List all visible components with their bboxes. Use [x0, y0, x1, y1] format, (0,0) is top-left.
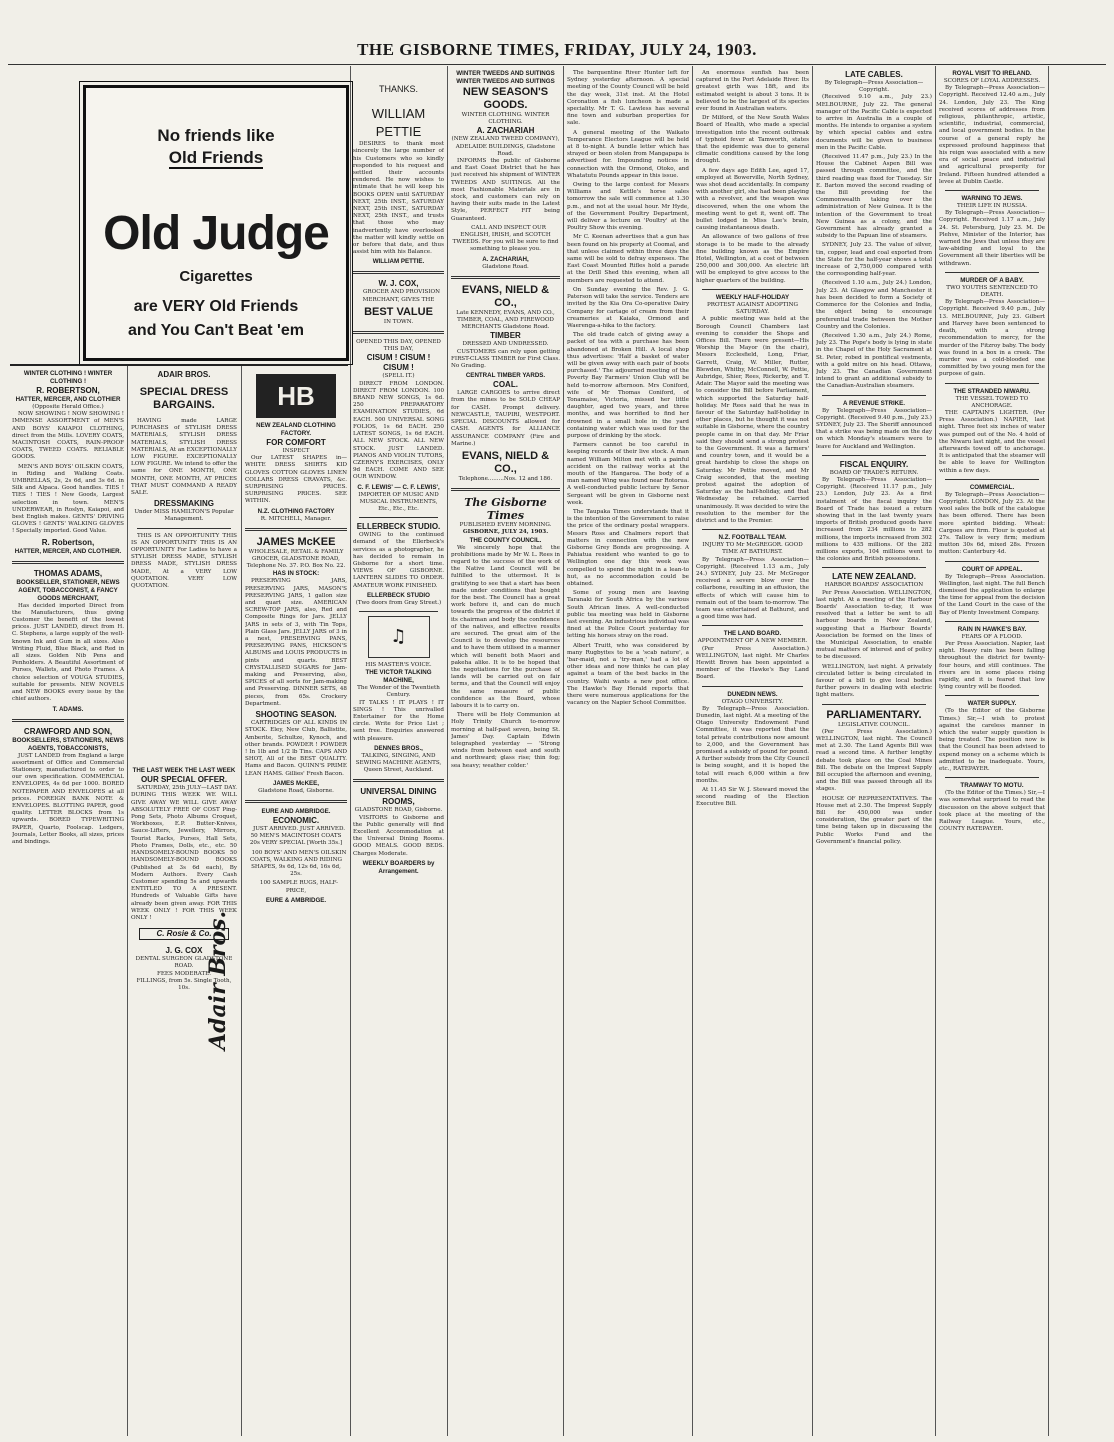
ad-brand: Old Judge [103, 207, 329, 260]
masthead-rule [8, 64, 1106, 65]
script-space [131, 592, 237, 767]
article-body: (To the Editor of the Times.) Sir,—I was somewhat surprised to read the discussion on the above subject that took place at the meeting of the Railway League. Yours, etc., COUNTY RATEPAYER. [939, 790, 1045, 833]
divider [451, 488, 560, 491]
column-rule [812, 66, 813, 1436]
column-rule [1048, 66, 1049, 1436]
advertiser-name: R. ROBERTSON, [36, 386, 100, 395]
news-paragraph: A general meeting of the Waikato Temperance Electors League will be held at 8 to-night. A bundle letter which has strayed or been stolen from Mangapapa is advertised for. Impounding notices in connection with the Ormond, Otoko, and Whatatutu Pounds appear in this issue. [567, 129, 689, 179]
published: PUBLISHED EVERY MORNING. [459, 522, 552, 529]
article-body: (To the Editor of the Gisborne Times.) Sir,—I wish to protest against the careless manner in which the water supply question is being treated. The position now is that the Council has been advised to expend money on a scheme which is admitted to be inadequate. Yours, etc., RATEPAYER. [939, 708, 1045, 773]
news-paragraph: An enormous sunfish has been captured in the Port Adelaide River. Its greatest girth was 18ft, and its estimated weight is about 3 tons. It is believed to be the largest of its species ever found in Australian waters. [696, 70, 809, 113]
telephone: Telephone.........Nos. 12 and 186. [458, 475, 553, 482]
ad-body: OWING to the continued demand of the Ellerbeck's services as a photographer, he has decided to remain in Gisborne for a short time. VIEWS OF GISBORNE. LANTERN SLIDES TO ORDER. AMATEUR WORK FINISHED. [353, 532, 444, 589]
dateline: GISBORNE, JULY 24, 1903. [462, 529, 549, 536]
subheading: HAS IN STOCK: [272, 570, 320, 578]
article-headline: LATE NEW ZEALAND. [832, 572, 916, 582]
article-headline: MURDER OF A BABY. [960, 276, 1024, 284]
news-paragraph: The old trade catch of giving away a packet of tea with a purchase has been abandoned at Broken Hill. A local shop thus advertises: 'Half a basket of water will be given away with each pair of boots purchased.' The adjourned meeting of the Poverty Bay Farmers' Union Club will be held to-morrow afternoon. Mrs Coniford, wife of Mr Thomas Coniford, of Tonamaise, Victoria, missed her little daughter, aged two years, and three months, and was horrified to find her drowned in a small hole in the yard containing water which was used for the purpose of drinking by the stock. [567, 332, 689, 439]
news-paragraph: The Taupaka Times understands that it is the intention of the Government to raise the price of the ordinary postal wrappers. Messrs Ross and Chalmers report that matters in connection with the new Gisborne Grey Bonds are progressing. A Pahiatua resident who wanted to go to Wellington one day this week was compelled to spend the night in a lean-to hut, as no accommodation could be obtained. [567, 508, 689, 588]
editorial-body: We sincerely hope that the prohibitions made by Mr W. L. Rees in regard to the success of the work of the Native Land Council will be fulfilled to the uttermost. It is gratifying to see that a start has been made under conditions that bought for the best. The Council has a great work before it, and can do much towards the progress of the district if its chairman and body the confidence of the natives, and effective results are secured. The great aim of the Council is to develop the resources and to have them utilised in a manner which will benefit both Maori and pakeha alike. It is to be hoped that the negotiations for the purchase of lands will be carried out on fair terms, and that the Council will enjoy the same measure of public confidence as the Board, whose labours it is to carry on. [451, 544, 560, 709]
divider [245, 800, 347, 803]
divider [945, 190, 1039, 191]
factory: N.Z. CLOTHING FACTORY [257, 507, 335, 515]
advertiser-name: C. F. LEWIS' — C. F. LEWIS', [357, 483, 440, 491]
signature: T. ADAMS. [52, 705, 84, 713]
advertiser-name: ELLERBECK STUDIO. [356, 522, 441, 532]
ad-line-3: are VERY Old Friends [133, 298, 299, 315]
article-body: By Telegraph—Press Association. Dunedin, last night. At a meeting of the Otago University Endowment Fund Committee, it was reported that the total private contributions now amount to 2,000, and the Government has promised a subsidy of pound for pound. A further subsidy from the City Council is being sought, and it is hoped the total will reach 6,000 within a few months. [696, 705, 809, 784]
divider [945, 777, 1039, 778]
divider [702, 625, 803, 626]
divider [359, 517, 438, 518]
article-headline: TRAMWAY TO MOTU. [960, 782, 1024, 790]
news-paragraph: Albert Truitt, who was considered by many Rugbyites to be a 'scab nature', a 'bar-maid, not a 'try-man,' had a lot of other ideas and now thinks he can play against a team of the best backs in the country. Waihi wants a new post office. The Hawke's Bay Herald reports that there were numerous applications for the vacancy on the Napier School Committee. [567, 642, 689, 707]
article-subhead: By Telegraph—Press Association—Copyright. [824, 80, 924, 94]
phone: Telephone No. 37. P.O. Box No. 22. [246, 563, 346, 570]
article-headline: COURT OF APPEAL. [961, 565, 1023, 573]
ad-body: DENTAL SURGEON GLADSTONE ROAD. [135, 956, 233, 970]
article-body: SYDNEY, July 23. The value of silver, tin, copper, lead and coal exported from the State for the half-year shows a total increase of 2,750,000 compared with the corresponding half-year. [816, 242, 932, 278]
column-rule [447, 66, 448, 1436]
ad-line-1: No friends like [157, 126, 275, 145]
address: (Two doors from Gray Street.) [355, 599, 442, 606]
divider [137, 528, 231, 529]
article-body: By Telegraph—Press Association—Copyright. Received 12.40 a.m., July 24. London, July 23. The King received scores of addresses from religious, philanthropic, artistic, scientific, industrial, commercial, and local government bodies. In the course of a general reply he expressed profound happiness that his reign was associated with a new era of social peace and industrial and agricultural prosperity for Ireland. Fifteen hundred attended a levee at Dublin Castle. [939, 85, 1045, 185]
ad-body: 100 SAMPLE RUGS, HALF-PRICE, [259, 880, 339, 894]
article-body: At 11.45 Sir W. J. Steward moved the second reading of the Election Executive Bill. [696, 787, 809, 808]
headline: WINTER TWEEDS AND SUITINGS WINTER TWEEDS AND SUITINGS [456, 70, 555, 85]
ad-body: GROCER AND PROVISION MERCHANT, GIVES THE [362, 289, 441, 303]
subheading: IMPORTER OF MUSIC AND MUSICAL INSTRUMENTS, Etc., Etc., Etc. [358, 491, 439, 512]
divider [945, 695, 1039, 696]
article-body: A public meeting was held at the Borough Council Chambers last evening to consider the Shops and Offices Bill. There were present—His Worship the Mayor (in the chair), Messrs Ecclesfield, Long, Friar, Garrett, Craig, W. Miller, Rutter, Blewden, Whitby, McConnell, W. Pettie, Aubridge, Shier, Rees, Rickerby, and T. Adair. The Mayor said the meeting was to consider the Bill before Parliament, which supported the Saturday half-holiday. Mr Rees said that he was in favour of the Saturday half-holiday in other places, but he thought it was not suitable in Gisborne, where the country people came in on that day. Mr Friar said they should send a strong protest to the Government. It was a farmers' and country town, and it would be a great hardship to close the shops on Saturday. Mr Pettie moved, and Mr Craig seconded, that the meeting protest against the adoption of Saturday as the half-holiday, and that Wednesday be retained. Carried unanimously. It was decided to wire the resolution to the member for the district and to the Premier. [696, 316, 809, 524]
column-royal-visit [939, 70, 1045, 1436]
opened: OPENED THIS DAY, OPENED THIS DAY, [356, 339, 441, 353]
signature: ELLERBECK STUDIO [367, 591, 430, 599]
article-headline: A REVENUE STRIKE. [843, 399, 905, 407]
article-subhead: FEARS OF A FLOOD. [961, 633, 1023, 640]
divider [945, 272, 1039, 273]
article-body: (Per Press Association.) WELLINGTON, last night. The Council met at 2.30. The Land Agents Bill was read a second time. A further lengthy debate took place on the Coal Mines Bill. The debate on the Imprest Supply Bill occupied the afternoon and evening, and the Bill was passed through all its stages. [816, 728, 932, 793]
dressmaking-heading: DRESSMAKING [153, 499, 214, 509]
advertiser-name: J. G. COX [165, 946, 203, 956]
article-subhead: THE VESSEL TOWED TO ANCHORAGE. [955, 395, 1029, 409]
signature: WILLIAM PETTIE. [372, 258, 425, 266]
ad-body: CUSTOMERS can rely upon getting FIRST-CLASS TIMBER for First Class. No Grading. [451, 348, 560, 370]
article-headline: RAIN IN HAWKE'S BAY. [957, 625, 1027, 633]
headline: NEW ZEALAND CLOTHING FACTORY. [256, 422, 336, 437]
signature: JAMES McKEE, [272, 779, 320, 787]
ad-body: 100 BOYS' AND MEN'S OILSKIN COATS, WALKING AND RIDING SHAPES, 9s 6d, 12s 6d, 16s 6d, 25s. [250, 849, 347, 878]
article-body: By Telegraph—Press Association. Wellington, last night. The full Bench dismissed the application to enlarge the time for appeal from the decision of the Land Court in the case of the Bay of Plenty Investment Company. [939, 573, 1045, 616]
subheading: WHOLESALE, RETAIL & FAMILY GROCER, GLADSTONE ROAD, [248, 548, 344, 563]
manager: R. MITCHELL, Manager. [260, 515, 332, 522]
divider [353, 331, 444, 334]
divider [945, 479, 1039, 480]
ad-body: DESIRES to thank most sincerely the large number of his Customers who so kindly responded to his request and settled their accounts rendered. He now wishes to intimate that he will keep his BOOKS OPEN until SATURDAY NEXT, 25th INST., SATURDAY NEXT, 25th INST., SATURDAY NEXT, 25th INST., and trusts that those who may inadvertently have overlooked the matter will kindly settle on or before that date, and thus assist him with his Balance. [353, 141, 444, 256]
article-subhead: PROTEST AGAINST ADOPTING SATURDAY. [707, 301, 798, 316]
article-body: By Telegraph—Press Association—Copyright. LONDON, July 23. At the wool sales the bulk of the catalogue has been offered. There has been more spirited bidding. Wheat: Cargoes are firm. Flour is quoted at 27s. Tallow is very firm; medium mutton 30s 6d, mixed 28s. Frozen mutton: Canterbury 4d. [939, 491, 1045, 556]
divider [451, 276, 560, 279]
thanks-heading: THANKS. [378, 84, 418, 94]
divider [822, 704, 926, 705]
news-paragraph: An allowance of two gallons of free storage is to be made to the already fine building known as the Empire Hotel, Wellington, at a cost of between 250,000 and 300,000. An electric lift will be employed to give access to the higher quarters of the building. [696, 234, 809, 284]
divider [822, 567, 926, 568]
subheading: DRESSED AND UNDRESSED. [462, 341, 549, 348]
spell-it: (SPELL IT.) [382, 373, 415, 380]
ad-body: HAVING made LARGE PURCHASES of STYLISH DRESS MATERIALS, STYLISH DRESS MATERIALS, STYLISH DRESS MATERIALS, At an EXCEPTIONALLY LOW FIGURE. EXCEPTIONALLY LOW FIGURE. We intend to offer the same for ONE MONTH, ONE MONTH, ONE MONTH, AT PRICES THAT MUST COMMAND A READY SALE. [131, 418, 237, 497]
article-subhead: OTAGO UNIVERSITY. [721, 698, 784, 705]
column-pettie [353, 70, 444, 1436]
best-value: BEST VALUE [364, 305, 433, 318]
ad-body: CARTRIDGES OF ALL KINDS IN STOCK. Eley, New Club, Ballistite, Amberite, Schultze, Kynoch, and other brands. POWDER ! POWDER ! In 1lb and 1/2 lb Tins. CAPS AND SHOT, All of the BEST QUALITY. Hams and Bacon. QUINN'S PRIME LEAN HAMS. Gillies' Fresh Bacon. [245, 720, 347, 777]
article-body: By Telegraph—Press Association—Copyright. Received 9.40 p.m., July 13. MELBOURNE, July 23. Gilbert and Harvey have been sentenced to death, with a strong recommendation to mercy, for the murder of the Fitzroy baby. The body was found in a box in a creek. The murder was a cold-blooded one committed by two young men for the purpose of gain. [939, 299, 1045, 378]
ad-body: Has decided imported Direct from the Manufacturers, thus giving Customer the benefit of the lowest prices. JUST LANDED, direct from H. C. Stephens, a large supply of the well-known Ink and Gum in all sizes. Also Writing Fluid, Blue Black, and Red in all sizes. Golden Nib Pens and Penholders. A Beautiful Assortment of Purses, Wallets, and Photo Frames. A choice selection of VOUGA STUDIES, suitable for presents. NEW NOVELS and NEW BOOKS every issue by the chief authors. [12, 602, 124, 703]
ad-body: NOW SHOWING ! NOW SHOWING ! IMMENSE ASSORTMENT of MEN'S AND BOYS' KAIAPOI CLOTHING, direct from the Mills. LOVERY COATS, MACINTOSH COATS, RAIN-PROOF COATS, TWEED COATS. RELIABLE GOODS. [12, 411, 124, 461]
article-headline: N.Z. FOOTBALL TEAM. [718, 534, 787, 542]
subheading: GLADSTONE ROAD, Gisborne. [354, 807, 443, 814]
in-town: IN TOWN. [383, 318, 414, 325]
yards: CENTRAL TIMBER YARDS. [465, 372, 546, 380]
weekly-boarders: WEEKLY BOARDERS by Arrangement. [362, 859, 435, 875]
divider [702, 686, 803, 687]
advertiser-name: WILLIAM PETTIE [371, 106, 426, 140]
article-headline: THE LAND BOARD. [723, 630, 782, 638]
article-subhead: SCORES OF LOYAL ADDRESSES. [943, 78, 1041, 84]
news-paragraph: A few days ago Edith Lee, aged 17, employed at Bowerville, North Sydney, was shot dead accidentally. In company with another girl, she had been playing with a revolver, and the weapon was discovered, when the one whom the meeting went to get it, went off. The bullet lodged in Miss Lee's brain, causing instantaneous death. [696, 167, 809, 232]
subheading: Late KENNEDY, EVANS, AND CO., TIMBER, COAL, AND FIREWOOD MERCHANTS Gladstone Road. [456, 309, 555, 331]
divider [12, 719, 124, 722]
news-paragraph: Mr C. Keenan advertises that a gun has been found on his property at Coomal, and that unless claimed within three days the same will be sold to defray expenses. The East Coast Mounted Rifles hold a parade at the Drill Shed this evening, when all members are requested to attend. [567, 234, 689, 284]
article-body: THE CAPTAIN'S LIGHTER. (Per Press Association.) NAPIER, last night. Three feet six inches of water was pumped out of the No. 4 hold of the Niwaru last night, and the vessel afterwards towed off to anchorage. It is anticipated that the steamer will be able to leave for Wellington within a few days. [939, 409, 1045, 474]
advertiser-name: EURE AND AMBRIDGE. [261, 807, 331, 815]
article-body: (Received 1.10 a.m., July 24.) London, July 23. At Glasgow and Manchester it has been decided to form a Society of Commerce for the Colonies and India, the object being to encourage preferential trade between the Mother Country and the Colonies. [816, 280, 932, 330]
signature: A. ZACHARIAH, [482, 255, 529, 263]
ad-body: VISITORS to Gisborne and the Public generally will find Excellent Accommodation at the Universal Dining Rooms. GOOD MEALS. GOOD BEDS. Charges Moderate. [353, 814, 444, 857]
news-paragraph: Owing to the large contest for Messrs Williams and Kettle's horse sales tomorrow the sale will commence at 1.30 p.m., and not at the usual hour. Mr Hyde, of the Government Poultry Department, will deliver a lecture on 'Poultry' at the Poultry Show this evening. [567, 182, 689, 232]
divider [822, 455, 926, 456]
advertiser-name: A. ZACHARIAH [476, 126, 535, 136]
column-local-news [567, 70, 689, 1436]
advertiser-name: R. Robertson, [41, 537, 95, 547]
ad-divider [10, 364, 348, 366]
column-hb-mckee [245, 370, 347, 1436]
adair-script-signature: Adair Bros. [205, 910, 231, 1050]
rosie-logo: C. Rosie & Co. [139, 928, 229, 940]
column-zachariah [451, 70, 560, 1436]
article-body: WELLINGTON, last night. A privately circulated letter is being circulated in favour of a bill to give local bodies further powers in dealing with electric light matters. [816, 663, 932, 699]
column-rule [350, 66, 351, 1436]
column-rule [127, 366, 128, 1436]
subheading: The Wonder of the Twentieth Century. [357, 685, 440, 699]
special-offer-heading: OUR SPECIAL OFFER. [140, 775, 228, 785]
ad-body: IT TALKS ! IT PLAYS ! IT SINGS ! This unrivalled Entertainer for the Home circle. Write for Price List ; sent free. Enquiries answered with pleasure. [353, 699, 444, 742]
article-headline: COMMERCIAL. [969, 483, 1015, 491]
advertiser-name: CRAWFORD AND SON, [23, 726, 113, 736]
ad-body: PRESERVING JARS, PRESERVING JARS, MASON'S PRESERVING JARS, 1 gallon size and quart size. AMERICAN SCREW-TOP JARS, also, Red and Composite Rings for Jars. JELLY JARS in sets of 3, with Tin Tops, Plain Glass Jars. JELLY JARS of 3 in a nest, PRESERVING PANS, PRESERVING PANS, HICKSON'S ALBUMS and LOUIS PRODUCTS in pints and quarts. BEST CRYSTALLISED SUGARS for Jam-making and Preserving, also, SPICES of all sorts for Jam-making and Preserving. DINNER SETS, 48 pieces, from 65s. Crockery Department. [245, 578, 347, 707]
subheading: BOOKSELLER, STATIONER, NEWS AGENT, TOBACCONIST, & FANCY GOODS MERCHANT, [16, 578, 120, 602]
article-body: (Received 11.47 p.m., July 23.) In the House the Cabinet Aspen Bill was passed through committee, and the third reading was fixed for Tuesday. Sir E. Barton moved the second reading of the Bill providing for the Commonwealth taking over the administration of New Guinea. It is the intention of the Government to treat New Guinea as a colony, and the Government has already granted a subsidy to the Papuan line of steamers. [816, 154, 932, 240]
advertiser-name: THOMAS ADAMS, [33, 568, 103, 578]
column-cables [816, 70, 932, 1436]
article-body: Per Press Association. WELLINGTON, last night. At a meeting of the Harbour Boards' Association to-day, it was resolved that a letter be sent to all harbour boards in New Zealand, suggesting that a Harbour Boards' Association be formed on the lines of the Municipal Association, to enable mutual matters of interest and of policy to be discussed. [816, 589, 932, 661]
article-body: (Received 1.30 a.m., July 24.) Rome, July 23. The Pope's body is lying in state in the Chapel of the Holy Sacrament at St. Peter, robed in pontifical vestments, with a gold mitre on his head. Ottawa, July 23. The Canadian Government intend to grant an additional subsidy to the Canadian-Australian steamers. [816, 332, 932, 390]
ad-product: Cigarettes [179, 268, 253, 285]
subheading: THE COUNTY COUNCIL. [469, 536, 542, 544]
advertiser-name: ADAIR BROS. [157, 370, 211, 379]
masthead: THE GISBORNE TIMES, FRIDAY, JULY 24, 1903. [357, 40, 757, 59]
ad-line-2: Old Friends [168, 148, 264, 167]
column-news-2 [696, 70, 809, 1436]
subheading: TALKING, SINGING, AND SEWING MACHINE AGENTS, Queen Street, Auckland. [355, 752, 442, 774]
column-rule [563, 66, 564, 1436]
divider [702, 289, 803, 290]
ad-body: Our LATEST SHAPES in— WHITE DRESS SHIRTS KID GLOVES COTTON GLOVES LINEN COLLARS DRESS CRAVATS, &c. SURPRISING PRICES. SURPRISING PRICES. SEE WITHIN. [245, 455, 347, 505]
editorial-body: There will be Holy Communion at Holy Trinity Church to-morrow morning at half-past seven, being St. James' Day. Captain Edwin telegraphed yesterday — 'Strong winds from between east and south and northward; glass rise; thin fog; sea heavy; weather colder.' [451, 712, 560, 769]
news-paragraph: Some of young men are leaving Taranaki for South Africa by the various South African lines. A well-conducted public tea meeting was held in Gisborne last evening. An industrious individual was fined at the Police Court yesterday for letting his horses stray on the road. [567, 590, 689, 640]
hb-logo: HB [256, 374, 336, 418]
article-body: HOUSE OF REPRESENTATIVES. The House met at 2.30. The Imprest Supply Bill for 450,000 was under consideration, the greater part of the time being taken up in discussing the Public Works Fund and the Government's financial policy. [816, 795, 932, 845]
fees: FEES MODERATE. [156, 970, 212, 977]
article-headline: THE STRANDED NIWARU. [953, 387, 1031, 395]
headline: WINTER CLOTHING ! WINTER CLOTHING ! [23, 370, 113, 385]
inspect: INSPECT [282, 448, 310, 454]
cisum-heading: CISUM ! CISUM ! CISUM ! [366, 353, 431, 373]
gramophone-icon: ♫ [368, 616, 430, 658]
article-body: By Telegraph—Press Association—Copyright. (Received 9.40 p.m., July 23.) SYDNEY, July 23. The Sheriff announced that a strike was being made on the day on which Monday's steamers were to leave for Auckland and Wellington. [816, 407, 932, 450]
address: Gladstone Road. [482, 263, 529, 270]
article-subhead: LEGISLATIVE COUNCIL. [837, 721, 911, 728]
article-subhead: INJURY TO Mr McGREGOR. GOOD TIME AT BATHURST. [702, 542, 803, 556]
address: (Opposite Herald Office.) [32, 404, 104, 410]
column-rule [241, 366, 242, 1436]
article-subhead: HARBOR BOARDS' ASSOCIATION [824, 582, 924, 589]
subheading: ECONOMIC. [272, 815, 320, 825]
article-headline: LATE CABLES. [845, 70, 903, 79]
winter-clothing: WINTER CLOTHING. WINTER CLOTHING. [461, 112, 550, 126]
address: Gladstone Road, Gisborne. [258, 787, 334, 794]
victor-heading: THE VICTOR TALKING MACHINE, [365, 669, 432, 685]
special-heading: SPECIAL DRESS BARGAINS. [139, 386, 229, 411]
article-body: Per Press Association. Napier, last night. Heavy rain has been falling throughout the district for twenty-four hours, and still continues. The rivers are in some places rising rapidly, and it is feared that low lying country will be flooded. [939, 641, 1045, 691]
article-headline: DUNEDIN NEWS. [727, 690, 778, 698]
signature: EURE & AMBRIDGE. [265, 896, 327, 904]
advertiser-name: JAMES McKEE [256, 535, 336, 548]
divider [359, 611, 438, 612]
divider [353, 779, 444, 782]
ad-body: SATURDAY, 25th JULY—LAST DAY. DURING THIS WEEK WE WILL GIVE AWAY WE WILL GIVE AWAY ABSOLUTELY FREE OF COST Ping-Pong Sets, Photo Albums Croquet, Workboxes, E.P. Butter-Knives, Sauce-Lifters, Jewellery, Mirrors, Tourist Racks, Purses, Hall Sets, Photo Frames, Dolls, etc., etc. 50 HANDSOMELY-BOUND BOOKS 50 HANDSOMELY-BOUND BOOKS (Published at 3s 6d each), By Modern Authors. Every Cash Customer spending 5s and upwards ENTITLED TO A PRESENT. Hundreds of Valuable Gifts have already been given away. FOR THIS WEEK ONLY ! FOR THIS WEEK ONLY ! [131, 785, 237, 921]
subheading: (NEW ZEALAND TWEED COMPANY), ADELAIDE BUILDINGS, Gladstone Road. [451, 136, 560, 157]
divider [945, 383, 1039, 384]
news-paragraph: The barquentine River Hunter left for Sydney yesterday afternoon. A special meeting of the County Council will be held the day week, 31st inst. At the Hotel Coronation a fish luncheon is made a speciality. Mr T. G. Lawless has several fine town and suburban properties for sale. [567, 70, 689, 127]
ad-body: THIS IS AN OPPORTUNITY THIS IS AN OPPORTUNITY THIS IS AN OPPORTUNITY For Ladies to have a STYLISH DRESS MADE, STYLISH DRESS MADE, STYLISH DRESS MADE, At a VERY LOW QUOTATION. VERY LOW QUOTATION. [131, 532, 237, 590]
article-body: (Per Press Association.) WELLINGTON, last night. Mr Charles Hewitt Brown has been appointed a member of the Hawke's Bay Land Board. [696, 645, 809, 681]
ad-body: LARGE CARGOES to arrive direct from the mines to be SOLD CHEAP for CASH. Prompt delivery. NEWCASTLE, TAUPIRI, WESTPORT. SPECIAL DISCOUNTS allowed for CASH. AGENTS for ALLIANCE ASSURANCE COMPANY (Fire and Marine.) [451, 390, 560, 447]
ad-body: JUST ARRIVED. JUST ARRIVED. 50 MEN'S MACINTOSH COATS 20s VERY SPECIAL [Worth 35s.] [249, 825, 346, 847]
ad-body: CALL AND INSPECT OUR ENGLISH, IRISH, and SCOTCH TWEEDS. For you will be sure to find something to please you. [452, 224, 559, 253]
advertiser-name: W. J. COX, [378, 279, 419, 289]
divider [822, 395, 926, 396]
article-headline: ROYAL VISIT TO IRELAND. [952, 70, 1032, 77]
article-headline: WATER SUPPLY. [967, 700, 1017, 708]
article-headline: FISCAL ENQUIRY. [839, 459, 909, 469]
news-paragraph: Dr Milford, of the New South Wales Board of Health, who made a special investigation into the recent outbreak of typhoid fever at Tamworth, states that the epidemic was due to general climatic conditions caused by the long drought. [696, 115, 809, 165]
column-robertson [12, 370, 124, 1436]
advertiser-name: EVANS, NIELD & CO., [461, 283, 550, 309]
divider [945, 621, 1039, 622]
timber-heading: TIMBER [490, 331, 521, 341]
article-headline: WARNING TO JEWS. [961, 195, 1023, 203]
ad-body: MEN'S AND BOYS' OILSKIN COATS, in Riding and Walking Coats. UMBRELLAS, 2s, 2s 6d, and 3s 6d. in Silk and Alpaca. Good handles. TIES ! TIES ! TIES ! New Goods, Largest selection in town. MEN'S UNDERWEAR, in Roslyn, Kaiapoi, and best English makes. GENTS' DRIVING GLOVES ! GENTS' WALKING GLOVES ! Specially imported. Good Value. [12, 463, 124, 535]
divider [12, 561, 124, 564]
article-subhead: APPOINTMENT OF A NEW MEMBER. [697, 638, 808, 645]
article-body: By Telegraph—Press Association—Copyright. Received 1.17 a.m., July 24. St. Petersburg, July 23. M. De Plehve, Minister of the Interior, has warned the Jews that unless they are law-abiding and loyal to the Government all their liberties will be withdrawn. [939, 210, 1045, 267]
article-subhead: TWO YOUTHS SENTENCED TO DEATH. [946, 284, 1038, 299]
article-headline: WEEKLY HALF-HOLIDAY [715, 293, 790, 301]
fillings: FILLINGS, from 5s. Single Tooth, 10s. [136, 977, 232, 991]
last-week: THE LAST WEEK THE LAST WEEK [132, 767, 236, 775]
subheading: FOR COMFORT [266, 438, 326, 447]
ad-body: INFORMS the public of Gisborne and East Coast District that he has just received his shipment of WINTER TWEEDS AND SUITINGS. All the most Fashionable Materials are in stock, and customers can rely on having their suits made in the Latest Style, PERFECT FIT being Guaranteed. [451, 158, 560, 222]
article-subhead: THEIR LIFE IN RUSSIA. [957, 203, 1027, 210]
divider [702, 529, 803, 530]
advertiser-name: UNIVERSAL DINING ROOMS, [360, 787, 437, 807]
subheading: BOOKSELLERS, STATIONERS, NEWS AGENTS, TOBACCONISTS, [12, 736, 124, 752]
column-rule [692, 66, 693, 1436]
his-masters-voice: HIS MASTER'S VOICE. [365, 661, 432, 668]
article-subhead: BOARD OF TRADE'S RETURN. [829, 469, 919, 476]
article-body: By Telegraph—Press Association—Copyright. (Received 1.13 a.m., July 24.) SYDNEY, July 23. Mr McGregor received a severe blow over the collarbone, resulting in an effusion, the effects of which will cause him to remain out of the team to-morrow. The team was entertained at Bathurst, and a good time was had. [696, 556, 809, 621]
dressmaking-body: Under MISS HAMILTON'S Popular Management. [134, 509, 234, 523]
newspaper-title: The Gisborne Times [464, 496, 547, 523]
old-judge-advertisement [83, 85, 349, 361]
news-paragraph: On Sunday evening the Rev. J. G. Paterson will take the service. Tenders are invited by the Kia Ora Co-operative Dairy Company for cartage of cream from their creameries at Kaiaka, Ormond and Waerenga-a-hika to the factory. [567, 286, 689, 329]
divider [945, 561, 1039, 562]
ad-body: JUST LANDED from England a large assortment of Office and Commercial Stationery, manufactured to order to our own specification. COMMERCIAL ENVELOPES, 4s 6d per 1000. BORED NOTEPAPER AND ENVELOPES at all prices. FOREIGN BANK NOTE & ENVELOPES. BLOTTING PAPER, good quality. LETTER BLOCKS from 1s upwards. BORED TYPEWRITING PAPER, Quarto, Foolscap. Ledgers, Journals, Letter Books, all sizes, prices and bindings. [12, 752, 124, 845]
article-body: (Received 9.10 a.m., July 23.) MELBOURNE, July 22. The general manager of the Pacific Cable is expected to arrive in Australia in a couple of months. He intends to organise a system by which special cables and extra documents will be given to business men in the Pacific Cable. [816, 94, 932, 151]
subheading: HATTER, MERCER, AND CLOTHIER [15, 396, 121, 403]
subheading: HATTER, MERCER, AND CLOTHIER. [14, 547, 122, 555]
coal-heading: COAL. [493, 380, 518, 390]
article-headline: PARLIAMENTARY. [826, 708, 922, 721]
news-paragraph: Farmers cannot be too careful in keeping records of their live stock. A man named William Milton met with a painful accident on the railway works at the mouth of the Hangaroa. The body of a man named Wing was found near Rotorua. A well-conducted public lecture by Senor Sergeant will be given in Gisborne next week. [567, 442, 689, 506]
advertiser-name: EVANS, NIELD & CO., [461, 449, 550, 475]
divider [245, 528, 347, 531]
new-season-heading: NEW SEASON'S GOODS. [462, 86, 549, 111]
advertiser-name: DENNES BROS., [374, 744, 423, 752]
divider [353, 271, 444, 274]
article-body: By Telegraph—Press Association—Copyright. (Received 11.17 p.m., July 23.) London, July 23. As a first instalment of the fiscal inquiry the Board of Trade has issued a return showing that in the last twenty years imports of British produced goods have increased from 234 millions to 282 millions, the imports increased from 302 millions to 435 millions. Of the 282 millions exports, 104 millions went to the colonies and British possessions. [816, 476, 932, 563]
column-rule [935, 66, 936, 1436]
ad-body: DIRECT FROM LONDON. DIRECT FROM LONDON. 100 BRAND NEW SONGS, 1s 6d. 250 PREPARATORY EXAMINATION STUDIES, 6d EACH. 500 UNIVERSAL SONG FOLIOS, 1s 6d EACH. 250 LATEST SONGS, 1s 6d EACH. ALL NEW STOCK. ALL NEW STOCK. JUST LANDED. PIANOS AND VIOLIN TUTORS, CZERNY'S EXERCISES, ONLY 9d EACH. COME AND SEE OUR WINDOW. [353, 380, 444, 481]
ad-line-4: and You Can't Beat 'em [128, 322, 304, 339]
shooting-heading: SHOOTING SEASON. [255, 710, 337, 720]
